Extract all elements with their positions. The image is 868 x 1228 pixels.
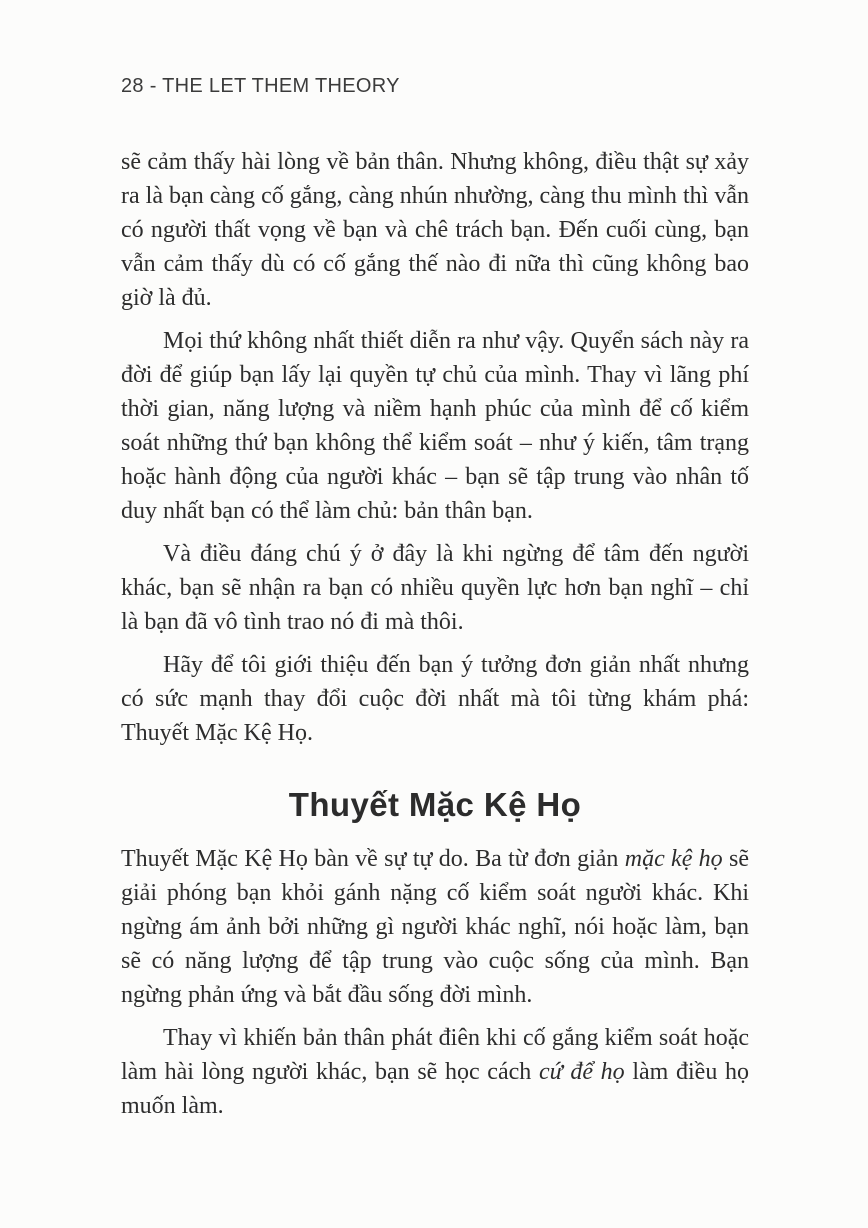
paragraph: [121, 324, 749, 528]
emphasized-text: mặc kệ họ: [624, 846, 723, 872]
text-run: sẽ giải phóng bạn khỏi gánh nặng cố kiểm soát người khác. Khi ngừng ám ảnh bởi những gì người khác nghĩ, nói hoặc làm, bạn sẽ có năng lượng để tập trung vào cuộc sống của mình. Bạn ngừng phản ứng và bắt đầu sống đời mình.: [121, 846, 749, 1008]
paragraph: [121, 648, 749, 750]
paragraph: [121, 537, 749, 639]
paragraph: [121, 842, 749, 1012]
text-run: Và điều đáng chú ý ở đây là khi ngừng để tâm đến người khác, bạn sẽ nhận ra bạn có nhiều quyền lực hơn bạn nghĩ – chỉ là bạn đã vô tình trao nó đi mà thôi.: [121, 541, 749, 635]
running-header: 28 - THE LET THEM THEORY: [121, 75, 400, 97]
emphasized-text: cứ để họ: [538, 1059, 625, 1085]
text-run: Thay vì khiến bản thân phát điên khi cố gắng kiểm soát hoặc làm hài lòng người khác, bạn sẽ học cách: [121, 1025, 749, 1085]
text-run: sẽ cảm thấy hài lòng về bản thân. Nhưng không, điều thật sự xảy ra là bạn càng cố gắng, càng nhún nhường, càng thu mình thì vẫn có người thất vọng về bạn và chê trách bạn. Đến cuối cùng, bạn vẫn cảm thấy dù có cố gắng thế nào đi nữa thì cũng không bao giờ là đủ.: [121, 149, 749, 311]
section-heading: Thuyết Mặc Kệ Họ: [288, 786, 582, 823]
text-run: Mọi thứ không nhất thiết diễn ra như vậy. Quyển sách này ra đời để giúp bạn lấy lại quyền tự chủ của mình. Thay vì lãng phí thời gian, năng lượng và niềm hạnh phúc của mình để cố kiểm soát những thứ bạn không thể kiểm soát – như ý kiến, tâm trạng hoặc hành động của người khác – bạn sẽ tập trung vào nhân tố duy nhất bạn có thể làm chủ: bản thân bạn.: [121, 328, 749, 524]
text-run: Thuyết Mặc Kệ Họ bàn về sự tự do. Ba từ đơn giản: [121, 846, 625, 872]
text-run: Hãy để tôi giới thiệu đến bạn ý tưởng đơn giản nhất nhưng có sức mạnh thay đổi cuộc đời nhất mà tôi từng khám phá: Thuyết Mặc Kệ Họ.: [121, 652, 749, 746]
text-run: làm điều họ muốn làm.: [121, 1059, 749, 1119]
body-text: [121, 145, 749, 1123]
paragraph: [121, 1021, 749, 1123]
paragraph: [121, 145, 749, 315]
